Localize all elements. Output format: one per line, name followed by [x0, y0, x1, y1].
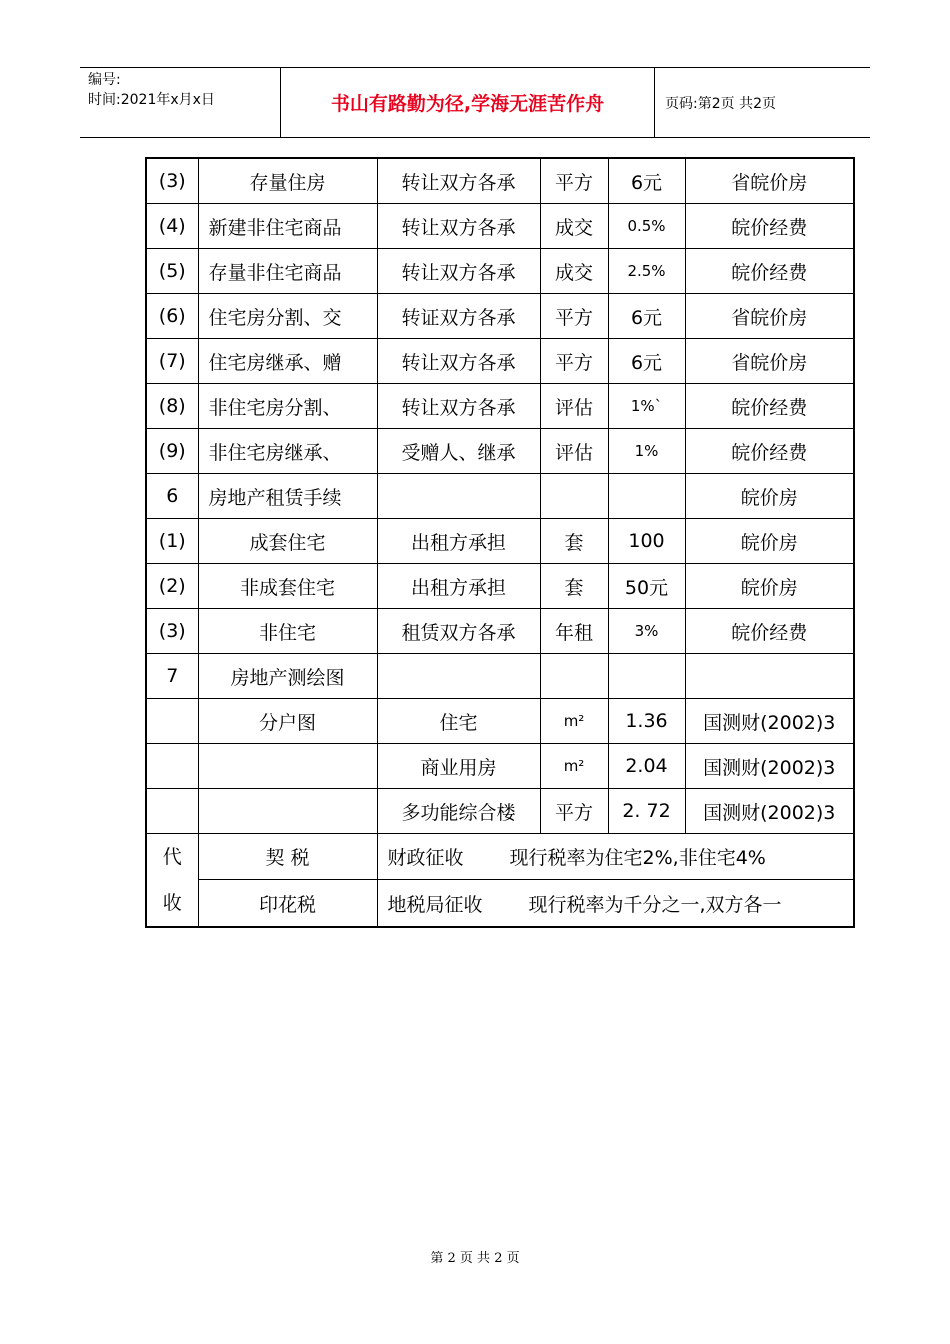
payer-cell: 受赠人、继承 — [377, 429, 540, 474]
document-number-label: 编号: — [88, 72, 121, 88]
payer-cell — [377, 654, 540, 699]
payer-cell: 商业用房 — [377, 744, 540, 789]
item-name-cell: 分户图 — [198, 699, 377, 744]
item-name-cell — [198, 744, 377, 789]
table-row — [146, 474, 854, 519]
basis-cell: 皖价经费 — [685, 429, 854, 474]
unit-cell: m² — [540, 699, 608, 744]
fee-table — [145, 157, 855, 928]
basis-cell: 省皖价房 — [685, 158, 854, 204]
basis-cell: 省皖价房 — [685, 294, 854, 339]
item-number-cell — [146, 744, 198, 789]
table-row — [146, 339, 854, 384]
table-row — [146, 654, 854, 699]
unit-cell: 评估 — [540, 384, 608, 429]
payer-cell: 出租方承担 — [377, 519, 540, 564]
tax-rate: 现行税率为住宅2%,非住宅4% — [509, 847, 766, 870]
item-name-cell: 住宅房继承、赠 — [198, 339, 377, 384]
rate-cell — [608, 474, 685, 519]
item-name-cell: 房地产测绘图 — [198, 654, 377, 699]
payer-cell: 租赁双方各承 — [377, 609, 540, 654]
rate-cell: 50元 — [608, 564, 685, 609]
item-number-cell: (9) — [146, 429, 198, 474]
header-page-label: 页码:第2页 共2页 — [665, 95, 776, 112]
item-number-cell: 6 — [146, 474, 198, 519]
basis-cell: 皖价房 — [685, 519, 854, 564]
item-name-cell: 存量住房 — [198, 158, 377, 204]
daishou-char-2: 收 — [162, 892, 182, 914]
table-row — [146, 699, 854, 744]
unit-cell: 评估 — [540, 429, 608, 474]
tax-rate: 现行税率为千分之一,双方各一 — [528, 893, 782, 916]
item-name-cell: 房地产租赁手续 — [198, 474, 377, 519]
basis-cell — [685, 654, 854, 699]
basis-cell: 皖价经费 — [685, 609, 854, 654]
item-name-cell: 非住宅房继承、 — [198, 429, 377, 474]
payer-cell — [377, 474, 540, 519]
unit-cell: 套 — [540, 564, 608, 609]
table-row — [146, 880, 854, 927]
unit-cell: 年租 — [540, 609, 608, 654]
rate-cell: 6元 — [608, 294, 685, 339]
basis-cell: 省皖价房 — [685, 339, 854, 384]
table-row — [146, 564, 854, 609]
rate-cell: 2. 72 — [608, 789, 685, 834]
item-number-cell: 7 — [146, 654, 198, 699]
unit-cell: 平方 — [540, 789, 608, 834]
rate-cell: 3% — [608, 609, 685, 654]
daishou-section — [146, 834, 854, 928]
unit-cell: 平方 — [540, 339, 608, 384]
unit-cell: m² — [540, 744, 608, 789]
unit-cell — [540, 654, 608, 699]
payer-cell: 转让双方各承 — [377, 384, 540, 429]
item-number-cell: (6) — [146, 294, 198, 339]
table-row — [146, 789, 854, 834]
payer-cell: 转证双方各承 — [377, 294, 540, 339]
rate-cell: 1.36 — [608, 699, 685, 744]
table-row — [146, 249, 854, 294]
unit-cell: 套 — [540, 519, 608, 564]
item-number-cell — [146, 789, 198, 834]
basis-cell: 皖价房 — [685, 564, 854, 609]
item-number-cell: (5) — [146, 249, 198, 294]
item-number-cell: (2) — [146, 564, 198, 609]
payer-cell: 转让双方各承 — [377, 204, 540, 249]
page-footer: 第 2 页 共 2 页 — [430, 1251, 520, 1266]
item-number-cell: (8) — [146, 384, 198, 429]
item-name-cell: 非住宅房分割、 — [198, 384, 377, 429]
basis-cell: 皖价经费 — [685, 384, 854, 429]
tax-name-cell: 契 税 — [198, 834, 377, 880]
table-row — [146, 744, 854, 789]
payer-cell: 多功能综合楼 — [377, 789, 540, 834]
item-number-cell: (3) — [146, 609, 198, 654]
unit-cell: 平方 — [540, 158, 608, 204]
basis-cell: 皖价经费 — [685, 249, 854, 294]
basis-cell: 国测财(2002)3 — [685, 789, 854, 834]
unit-cell — [540, 474, 608, 519]
payer-cell: 转让双方各承 — [377, 339, 540, 384]
item-number-cell: (3) — [146, 158, 198, 204]
tax-detail-cell — [377, 880, 854, 927]
payer-cell: 转让双方各承 — [377, 249, 540, 294]
item-name-cell: 存量非住宅商品 — [198, 249, 377, 294]
table-row — [146, 294, 854, 339]
item-number-cell: (7) — [146, 339, 198, 384]
item-number-cell: (4) — [146, 204, 198, 249]
table-row — [146, 158, 854, 204]
table-row — [146, 204, 854, 249]
item-name-cell: 住宅房分割、交 — [198, 294, 377, 339]
page-header — [80, 67, 870, 138]
tax-name-cell: 印花税 — [198, 880, 377, 927]
rate-cell: 0.5% — [608, 204, 685, 249]
rate-cell: 2.04 — [608, 744, 685, 789]
unit-cell: 成交 — [540, 204, 608, 249]
item-name-cell: 新建非住宅商品 — [198, 204, 377, 249]
rate-cell — [608, 654, 685, 699]
basis-cell: 国测财(2002)3 — [685, 744, 854, 789]
unit-cell: 成交 — [540, 249, 608, 294]
daishou-char-1: 代 — [162, 846, 182, 868]
basis-cell: 国测财(2002)3 — [685, 699, 854, 744]
daishou-label — [146, 834, 198, 928]
unit-cell: 平方 — [540, 294, 608, 339]
rate-cell: 6元 — [608, 158, 685, 204]
table-row — [146, 384, 854, 429]
header-motto: 书山有路勤为径,学海无涯苦作舟 — [281, 68, 655, 137]
tax-detail-cell — [377, 834, 854, 880]
item-number-cell — [146, 699, 198, 744]
basis-cell: 皖价经费 — [685, 204, 854, 249]
table-row — [146, 519, 854, 564]
table-row — [146, 429, 854, 474]
header-info — [80, 68, 281, 137]
payer-cell: 转让双方各承 — [377, 158, 540, 204]
fee-table-body — [146, 158, 854, 834]
table-row — [146, 609, 854, 654]
rate-cell: 1% — [608, 429, 685, 474]
rate-cell: 100 — [608, 519, 685, 564]
item-name-cell: 成套住宅 — [198, 519, 377, 564]
tax-collector: 财政征收 — [387, 847, 464, 870]
tax-collector: 地税局征收 — [387, 893, 483, 916]
item-number-cell: (1) — [146, 519, 198, 564]
item-name-cell: 非成套住宅 — [198, 564, 377, 609]
rate-cell: 6元 — [608, 339, 685, 384]
basis-cell: 皖价房 — [685, 474, 854, 519]
payer-cell: 住宅 — [377, 699, 540, 744]
table-row — [146, 834, 854, 880]
item-name-cell: 非住宅 — [198, 609, 377, 654]
payer-cell: 出租方承担 — [377, 564, 540, 609]
rate-cell: 1%` — [608, 384, 685, 429]
rate-cell: 2.5% — [608, 249, 685, 294]
document-time-label: 时间:2021年x月x日 — [88, 92, 215, 108]
item-name-cell — [198, 789, 377, 834]
